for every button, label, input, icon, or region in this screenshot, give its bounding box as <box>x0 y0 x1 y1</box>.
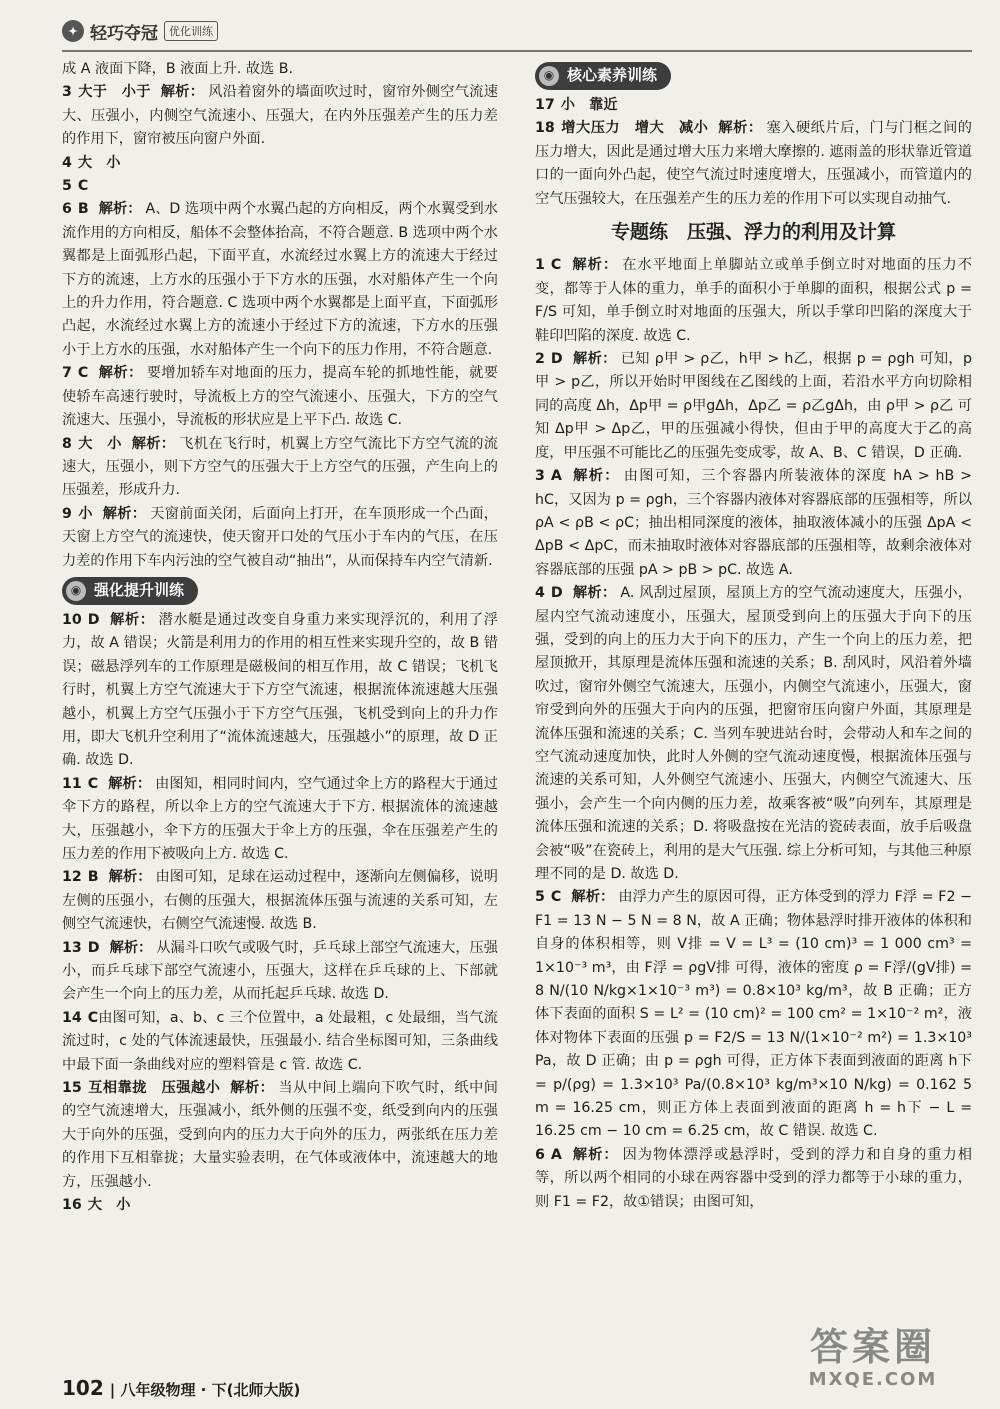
answer-item <box>535 886 972 1143</box>
analysis-label: 解析： <box>98 201 142 218</box>
analysis-text: A. 风刮过屋顶，屋顶上方的空气流动速度大，压强小，屋内空气流动速度小，压强大，屋顶受到向上的压强大于向下的压强，受到的向上的压力大于向下的压力，产生一个向上的压力差，把屋顶掀开，其原理是流体压强和流速的关系；B. 刮风时，风沿着外墙吹过，窗帘外侧空气流速大，压强小，内侧空气流速小，压强大，窗帘受到向外的压强大于向内的压强，把窗帘压向窗户外面，其原理是流体压强和流速的关系；C. 当列车驶进站台时，会带动人和车之间的空气流动速度加快，此时人外侧的空气流动速度慢，根据流体压强与流速的关系可知，人外侧空气流速小、压强大，内侧空气流速大、压强小，会产生一个向内侧的压力差，故乘客被“吸”向列车，其原理是流体压强和流速的关系；D. 将吸盘按在光洁的瓷砖表面，放手后吸盘会被“吸”在瓷砖上，利用的是大气压强. 综上分析可知，与其他三种原理不同的是 D. 故选 D. <box>535 585 972 882</box>
item-number: 3 <box>535 468 545 485</box>
analysis-label: 解析： <box>98 365 143 382</box>
analysis-label: 解析： <box>571 889 615 906</box>
item-number: 10 <box>62 611 82 628</box>
page-number: 102 <box>62 1376 104 1400</box>
item-answer: 小 <box>77 505 93 522</box>
answer-item <box>62 503 498 573</box>
page-footer: 102 | 八年级物理 · 下(北师大版) <box>62 1376 301 1400</box>
item-number: 17 <box>535 97 555 113</box>
analysis-label: 解析： <box>160 84 205 101</box>
analysis-label: 解析： <box>571 1146 619 1163</box>
left-column <box>62 58 498 1218</box>
answer-item <box>62 362 498 432</box>
section-banner <box>62 577 198 605</box>
item-number: 13 <box>62 939 82 956</box>
analysis-text: 潜水艇是通过改变自身重力来实现浮沉的，利用了浮力，故 A 错误；火箭是利用力的作用的相互性来实现升空的，故 B 错误；磁悬浮列车的工作原理是磁极间的相互作用，故 C 错误；飞机飞行时，机翼上方空气流速大于下方空气流速，根据流体流速越大压强越小，机翼上方空气压强小于下方空气压强，飞机受到向上的升力作用，即大飞机升空利用了“流体流速越大，压强越小”的原理，故 D 正确. 故选 D. <box>62 611 498 769</box>
answer-item <box>62 58 498 81</box>
item-number: 11 <box>62 775 82 792</box>
answer-item <box>535 117 972 211</box>
analysis-label: 解析： <box>131 435 176 452</box>
analysis-text: 当从中间上端向下吹气时，纸中间的空气流速增大，压强减小，纸外侧的压强不变，纸受到向内的压强大于向外的压强，受到向内的压力大于向外的压力，两张纸在压力差的作用下互相靠拢；大量实验表明，在气体或液体中，流速越大的地方，压强越小. <box>62 1080 498 1190</box>
brand-name: 轻巧夺冠 <box>90 23 158 44</box>
analysis-text: 由图可知，a、b、c 三个位置中，a 处最粗，c 处最细，当气流流过时，c 处的气体流速最快，压强最小. 结合坐标图可知，三条曲线中最下面一条曲线对应的塑料管是 c 管. 故选 C. <box>62 1009 498 1073</box>
item-answer: D <box>550 585 563 602</box>
item-answer: C <box>550 889 562 906</box>
analysis-label: 解析： <box>571 468 620 485</box>
analysis-label: 解析： <box>572 585 617 602</box>
answer-item <box>62 866 498 936</box>
item-number: 18 <box>535 120 555 137</box>
item-answer: C <box>87 1009 99 1026</box>
item-number: 6 <box>535 1146 545 1163</box>
answer-item <box>62 937 498 1007</box>
answer-item <box>62 198 498 362</box>
item-answer: 增大压力 增大 减小 <box>560 120 709 137</box>
watermark-text: 答案圈 <box>809 1325 936 1369</box>
section-title: 强化提升训练 <box>94 581 185 600</box>
analysis-label: 解析： <box>571 257 619 274</box>
analysis-text: 风沿着窗外的墙面吹过时，窗帘外侧空气流速大、压强小，内侧空气流速小、压强大，在内外压强差产生的压力差的作用下，窗帘被压向窗户外面. <box>62 84 498 148</box>
analysis-label: 解析： <box>109 611 155 628</box>
item-answer: A <box>550 1146 562 1163</box>
item-answer: 大 小 <box>87 1197 131 1214</box>
item-number: 15 <box>62 1080 82 1097</box>
item-number: 1 <box>535 257 545 274</box>
answer-item <box>535 254 972 348</box>
topic-title: 专题练 压强、浮力的利用及计算 <box>610 221 896 244</box>
item-answer: C <box>550 257 562 274</box>
watermark-logo <box>768 1325 978 1399</box>
item-number: 8 <box>62 435 72 452</box>
item-answer: D <box>87 611 100 628</box>
analysis-text: 飞机在飞行时，机翼上方空气流比下方空气流的流速大，压强小，则下方空气的压强大于上方空气的压强，产生向上的压强差，形成升力. <box>62 435 498 499</box>
answer-item <box>62 1194 498 1217</box>
book-subject: 八年级物理 · 下(北师大版) <box>120 1381 301 1399</box>
analysis-label: 解析： <box>718 120 763 137</box>
item-answer: C <box>87 775 99 792</box>
analysis-text: 成 A 液面下降，B 液面上升. 故选 B. <box>62 61 293 77</box>
analysis-label: 解析： <box>108 869 152 886</box>
analysis-text: 由图可知，足球在运动过程中，逐渐向左侧偏移，说明左侧的压强小，右侧的压强大，根据流体压强与流速的关系可知，左侧空气流速快，右侧空气流速慢. 故选 B. <box>62 869 498 933</box>
analysis-text: A、D 选项中两个水翼凸起的方向相反，两个水翼受到水流作用的方向相反，船体不会整体抬高，不符合题意. B 选项中两个水翼都是上面弧形凸起，下面平直，水流经过水翼上方的流速大于经过下方的流速，上方水的压强小于下方水的压强，水对船体产生一个向上的升力作用，符合题意. C 选项中两个水翼都是上面平直，下面弧形凸起，水流经过水翼上方的流速小于经过下方的流速，下方水的压强小于上方水的压强，水对船体产生一个向下的压力作用，不符合题意. <box>62 201 498 358</box>
item-number: 5 <box>535 889 545 906</box>
answer-item <box>62 81 498 151</box>
item-answer: B <box>77 201 89 218</box>
answer-item <box>62 609 498 773</box>
item-answer: B <box>87 869 99 886</box>
answer-item <box>535 582 972 886</box>
analysis-text: 由浮力产生的原因可得，正方体受到的浮力 F浮 = F2 − F1 = 13 N − 5 N = 8 N，故 A 正确；物体悬浮时排开液体的体积和自身的体积相等，则 V排 = V = L³ = (10 cm)³ = 1 000 cm³ = 1×10⁻³ m³，由 F浮 = ρgV排 可得，液体的密度 ρ = F浮/(gV排) = 8 N/(10 N/kg×1×10⁻³ m³) = 0.8×10³ kg/m³，故 B 正确；正方体下表面的面积 S = L² = (10 cm)² = 100 cm² = 1×10⁻² m²，液体对物体下表面的压强 p = F2/S = 13 N/(1×10⁻² m²) = 1.3×10³ Pa，故 D 正确；由 p = ρgh 可得，正方体下表面到液面的距离 h下 = p/(ρg) = 1.3×10³ Pa/(0.8×10³ kg/m³×10 N/kg) = 0.162 5 m = 16.25 cm，则正方体上表面到液面的距离 h = h下 − L = 16.25 cm − 10 cm = 6.25 cm，故 C 错误. 故选 C. <box>535 889 972 1140</box>
analysis-label: 解析： <box>230 1080 275 1097</box>
analysis-label: 解析： <box>572 351 617 368</box>
item-answer: A <box>550 468 562 485</box>
analysis-text: 已知 ρ甲 > ρ乙，h甲 > h乙，根据 p = ρgh 可知，p甲 > p乙，所以开始时甲图线在乙图线的上面，若沿水平方向切除相同的高度 Δh，Δp甲 = ρ甲gΔh，Δp乙 = ρ乙gΔh，由 ρ甲 > ρ乙 可知 Δp甲 > Δp乙，甲的压强减小得快，但由于甲的高度大于乙的高度，甲压强不可能比乙的压强先变成零，故 A、B、C 错误，D 正确. <box>535 351 972 461</box>
brand-mascot-icon: ✦ <box>62 20 84 42</box>
item-number: 7 <box>62 365 72 382</box>
item-answer: 大 小 <box>77 154 121 171</box>
item-answer: 大于 小于 <box>77 84 151 101</box>
item-number: 4 <box>535 585 545 602</box>
page-header <box>62 14 972 52</box>
item-number: 12 <box>62 869 82 886</box>
item-number: 5 <box>62 178 72 195</box>
item-answer: 小 靠近 <box>560 97 618 113</box>
item-answer: C <box>77 178 89 195</box>
answer-item <box>62 175 498 198</box>
answer-item <box>62 152 498 175</box>
answer-item <box>535 94 972 117</box>
analysis-label: 解析： <box>102 505 147 522</box>
medal-icon: ◉ <box>539 66 559 86</box>
item-answer: 互相靠拢 压强越小 <box>87 1080 221 1097</box>
item-number: 3 <box>62 84 72 101</box>
answer-item <box>535 348 972 465</box>
brand-logo <box>62 18 218 44</box>
answer-item <box>62 433 498 503</box>
watermark-url: MXQE.COM <box>808 1369 938 1390</box>
analysis-text: 塞入硬纸片后，门与门框之间的压力增大，因此是通过增大压力来增大摩擦的. 遮雨盖的形状靠近管道口的一面向外凸起，使空气流过时速度增大，压强减小，而管道内的空气压强较大，在压强差产生的压力差的作用下可以实现自动抽气. <box>535 120 972 207</box>
analysis-text: 在水平地面上单脚站立或单手倒立时对地面的压力不变，都等于人体的重力，单手的面积小于单脚的面积，根据公式 p = F/S 可知，单手倒立时对地面的压强大，所以手掌印凹陷的深度大于鞋印凹陷的深度. 故选 C. <box>535 257 972 344</box>
analysis-text: 因为物体漂浮或悬浮时，受到的浮力和自身的重力相等，所以两个相同的小球在两容器中受到的浮力都等于小球的重力，则 F1 = F2，故①错误；由图可知， <box>535 1146 972 1210</box>
medal-icon: ◉ <box>66 581 86 601</box>
answer-item <box>535 465 972 582</box>
item-number: 16 <box>62 1197 82 1214</box>
analysis-label: 解析： <box>108 775 152 792</box>
item-answer: 大 小 <box>77 435 122 452</box>
answer-item <box>62 1077 498 1194</box>
analysis-text: 要增加轿车对地面的压力，提高车轮的抓地性能，就要使轿车高速行驶时，导流板上方的空气流速小、压强大，下方的空气流速大、压强小，导流板的形状应是上平下凸. 故选 C. <box>62 365 498 429</box>
item-number: 4 <box>62 154 72 171</box>
item-number: 6 <box>62 201 72 218</box>
answer-item <box>62 1007 498 1077</box>
analysis-text: 天窗前面关闭，后面向上打开，在车顶形成一个凸面，天窗上方空气的流速快，使天窗开口处的气压小于车内的气压，在压力差的作用下车内污浊的空气被自动“抽出”，从而保持车内空气清新. <box>62 505 498 569</box>
item-answer: D <box>87 939 100 956</box>
brand-tag: 优化训练 <box>164 21 218 41</box>
item-answer: D <box>550 351 563 368</box>
analysis-text: 从漏斗口吹气或吸气时，乒乓球上部空气流速大，压强小，而乒乓球下部空气流速小，压强大，这样在乒乓球的上、下部就会产生一个向上的压力差，从而托起乒乓球. 故选 D. <box>62 939 498 1003</box>
item-number: 2 <box>535 351 545 368</box>
answer-item <box>62 773 498 867</box>
section-title: 核心素养训练 <box>567 66 658 85</box>
answer-item <box>535 1144 972 1214</box>
item-number: 14 <box>62 1009 82 1026</box>
right-column <box>535 58 972 1214</box>
section-banner <box>535 62 671 90</box>
item-number: 9 <box>62 505 72 522</box>
analysis-text: 由图可知，三个容器内所装液体的深度 hA > hB > hC，又因为 p = ρgh，三个容器内液体对容器底部的压强相等，所以 ρA < ρB < ρC；抽出相同深度的液体，抽取液体减小的压强 ΔpA < ΔpB < ΔpC，而未抽取时液体对容器底部的压强相等，故剩余液体对容器底部的压强 pA > pB > pC. 故选 A. <box>535 468 972 578</box>
analysis-text: 由图知，相同时间内，空气通过伞上方的路程大于通过伞下方的路程，所以伞上方的空气流速大于下方. 根据流体的流速越大，压强越小，伞下方的压强大于伞上方的压强，伞在压强差产生的压力差的作用下被吸向上方. 故选 C. <box>62 775 498 862</box>
analysis-label: 解析： <box>109 939 153 956</box>
item-answer: C <box>77 365 89 382</box>
